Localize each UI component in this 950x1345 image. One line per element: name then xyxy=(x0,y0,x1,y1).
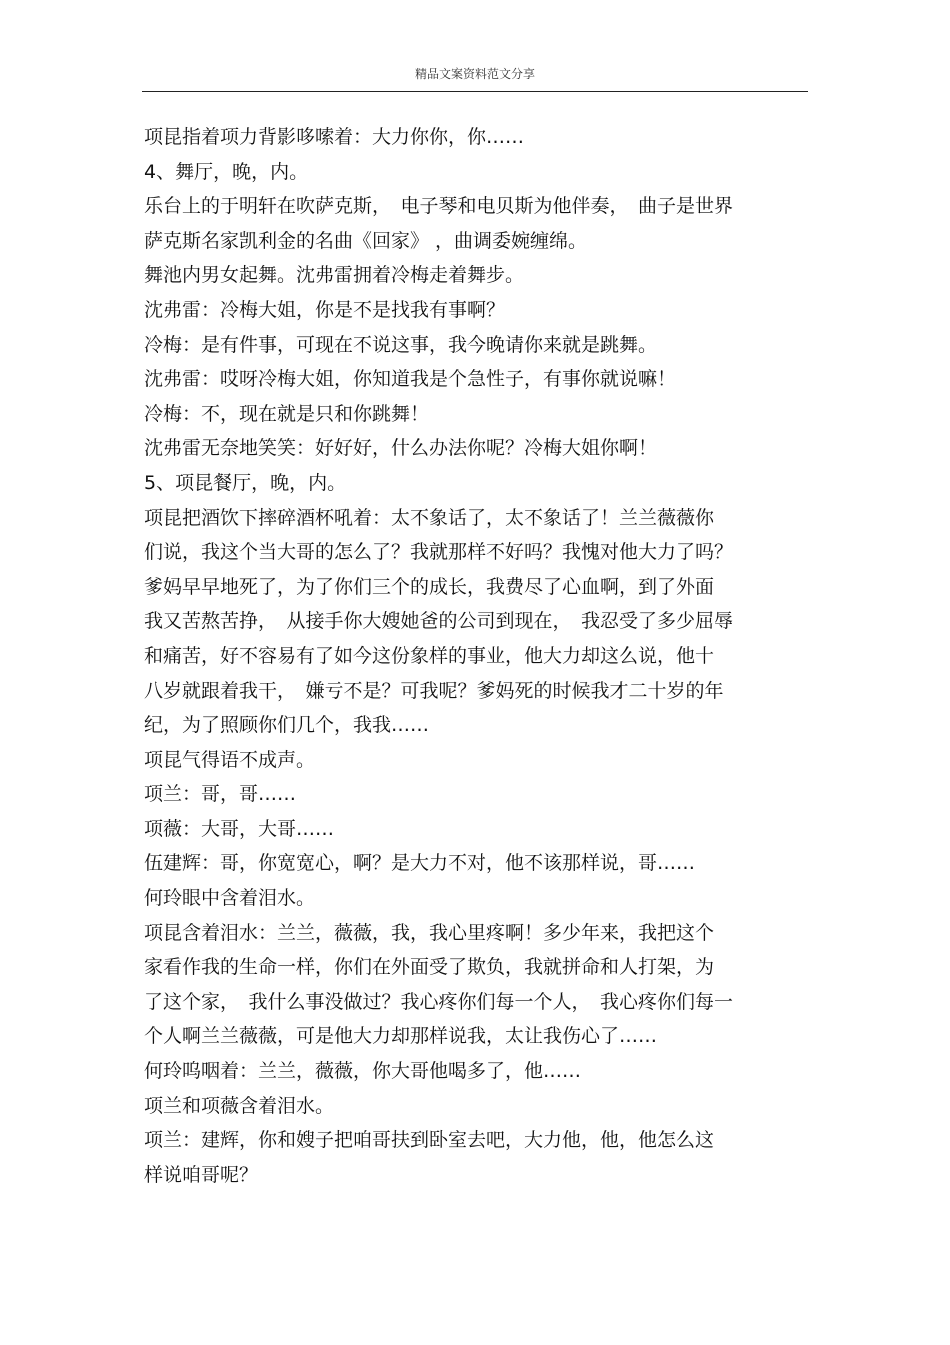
text-line: 个人啊兰兰薇薇，可是他大力却那样说我，太让我伤心了…… xyxy=(144,1025,658,1048)
text-line: 冷梅：是有件事，可现在不说这事，我今晚请你来就是跳舞。 xyxy=(144,333,658,356)
text-line: 沈弗雷无奈地笑笑：好好好，什么办法你呢？冷梅大姐你啊！ xyxy=(144,437,658,460)
text-line: 乐台上的于明轩在吹萨克斯， 电子琴和电贝斯为他伴奏， 曲子是世界 xyxy=(144,195,734,218)
header-divider xyxy=(142,91,808,92)
text-line: 沈弗雷：哎呀冷梅大姐，你知道我是个急性子，有事你就说嘛！ xyxy=(144,368,677,391)
text-line: 项昆指着项力背影哆嗦着：大力你你，你…… xyxy=(144,126,525,148)
text-line: 项昆气得语不成声。 xyxy=(144,748,316,771)
text-line: 何玲眼中含着泪水。 xyxy=(144,887,316,910)
text-line: 项兰：哥，哥…… xyxy=(144,783,297,806)
text-line: 样说咱哥呢？ xyxy=(144,1163,259,1186)
text-line: 和痛苦，好不容易有了如今这份象样的事业，他大力却这么说，他十 xyxy=(144,644,715,667)
text-line: 项薇：大哥，大哥…… xyxy=(144,817,335,840)
text-line: 项昆把酒饮下摔碎酒杯吼着：太不象话了，太不象话了！兰兰薇薇你 xyxy=(144,506,715,529)
text-line: 们说，我这个当大哥的怎么了？我就那样不好吗？我愧对他大力了吗？ xyxy=(144,541,734,564)
text-line: 项昆含着泪水：兰兰，薇薇，我，我心里疼啊！多少年来，我把这个 xyxy=(144,921,715,944)
text-line: 伍建辉：哥，你宽宽心，啊？是大力不对，他不该那样说，哥…… xyxy=(144,852,696,875)
document-body xyxy=(144,120,808,1192)
text-line: 我又苦熬苦挣， 从接手你大嫂她爸的公司到现在， 我忍受了多少屈辱 xyxy=(144,610,734,633)
scene-heading: 4、舞厅，晚，内。 xyxy=(144,160,309,183)
text-line: 项兰：建辉，你和嫂子把咱哥扶到卧室去吧，大力他，他，他怎么这 xyxy=(144,1129,715,1152)
scene-heading: 5、项昆餐厅，晚，内。 xyxy=(144,471,347,494)
text-line: 家看作我的生命一样，你们在外面受了欺负，我就拼命和人打架，为 xyxy=(144,956,715,979)
text-line: 冷梅：不，现在就是只和你跳舞！ xyxy=(144,402,430,425)
text-line: 八岁就跟着我干， 嫌亏不是？可我呢？爹妈死的时候我才二十岁的年 xyxy=(144,679,724,702)
page-header: 精品文案资料范文分享 xyxy=(414,67,535,81)
text-line: 了这个家， 我什么事没做过？我心疼你们每一个人， 我心疼你们每一 xyxy=(144,990,734,1013)
text-line: 何玲呜咽着：兰兰，薇薇，你大哥他喝多了，他…… xyxy=(144,1060,582,1083)
text-line: 项兰和项薇含着泪水。 xyxy=(144,1094,335,1117)
text-line: 沈弗雷：冷梅大姐，你是不是找我有事啊？ xyxy=(144,298,506,321)
text-line: 纪，为了照顾你们几个，我我…… xyxy=(144,714,430,737)
text-line: 萨克斯名家凯利金的名曲《回家》 ，曲调委婉缠绵。 xyxy=(144,229,588,252)
text-line: 舞池内男女起舞。沈弗雷拥着冷梅走着舞步。 xyxy=(144,264,525,287)
text-line: 爹妈早早地死了，为了你们三个的成长，我费尽了心血啊，到了外面 xyxy=(144,575,715,598)
